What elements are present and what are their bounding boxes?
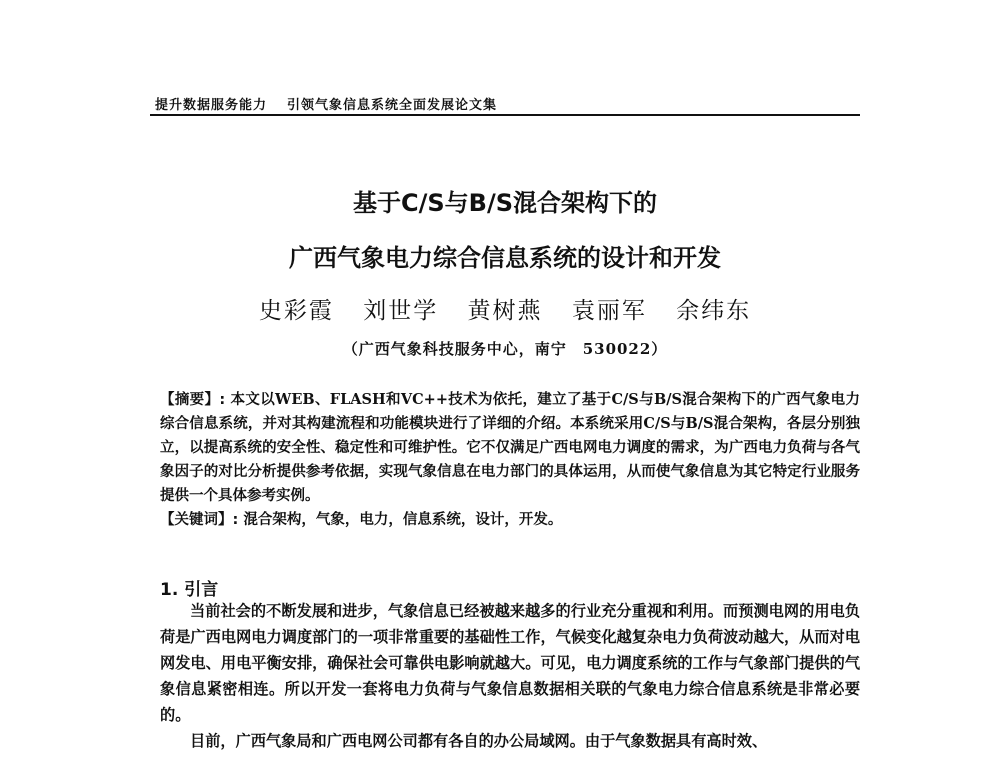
author-name: 余纬东 (676, 298, 752, 324)
running-header (155, 94, 497, 113)
body-paragraph: 当前社会的不断发展和进步，气象信息已经被越来越多的行业充分重视和利用。而预测电网的用电负荷是广西电网电力调度部门的一项非常重要的基础性工作，气候变化越复杂电力负荷波动越大，从而对电网发电、用电平衡安排，确保社会可靠供电影响就越大。可见，电力调度系统的工作与气象部门提供的气象信息紧密相连。所以开发一套将电力负荷与气象信息数据相关联的气象电力综合信息系统是非常必要的。 (160, 602, 860, 724)
author-name: 史彩霞 (258, 298, 334, 324)
author-list (150, 292, 860, 325)
keywords-label: 【关键词】: (160, 512, 239, 528)
affiliation: （广西气象科技服务中心，南宁 530022） (342, 340, 668, 358)
paper-title-line-1: 基于C/S与B/S混合架构下的 (352, 189, 657, 217)
paper-title-line-2: 广西气象电力综合信息系统的设计和开发 (289, 244, 721, 272)
section-body (160, 598, 860, 754)
keywords-paragraph (160, 508, 860, 532)
abstract-paragraph (160, 388, 860, 508)
keywords-text: 混合架构，气象，电力，信息系统，设计，开发。 (243, 511, 563, 528)
author-name: 刘世学 (363, 298, 439, 324)
abstract-text: 本文以WEB、FLASH和VC++技术为依托，建立了基于C/S与B/S混合架构下的广西气象电力综合信息系统，并对其构建流程和功能模块进行了详细的介绍。本系统采用C/S与B/S混合架构，各层分别独立，以提高系统的安全性、稳定性和可维护性。它不仅满足广西电网电力调度的需求，为广西电力负荷与各气象因子的对比分析提供参考依据，实现气象信息在电力部门的具体运用，从而使气象信息为其它特定行业服务提供一个具体参考实例。 (160, 391, 860, 504)
abstract-block (160, 388, 860, 532)
running-header-left: 提升数据服务能力 (155, 98, 268, 113)
header-rule (150, 114, 860, 116)
author-name: 黄树燕 (467, 298, 543, 324)
body-paragraph: 目前，广西气象局和广西电网公司都有各自的办公局域网。由于气象数据具有高时效、 (190, 732, 768, 750)
author-name: 袁丽军 (571, 298, 647, 324)
section-heading-introduction: 1. 引言 (160, 580, 219, 600)
running-header-right: 引领气象信息系统全面发展论文集 (287, 98, 498, 113)
abstract-label: 【摘要】: (160, 392, 226, 408)
